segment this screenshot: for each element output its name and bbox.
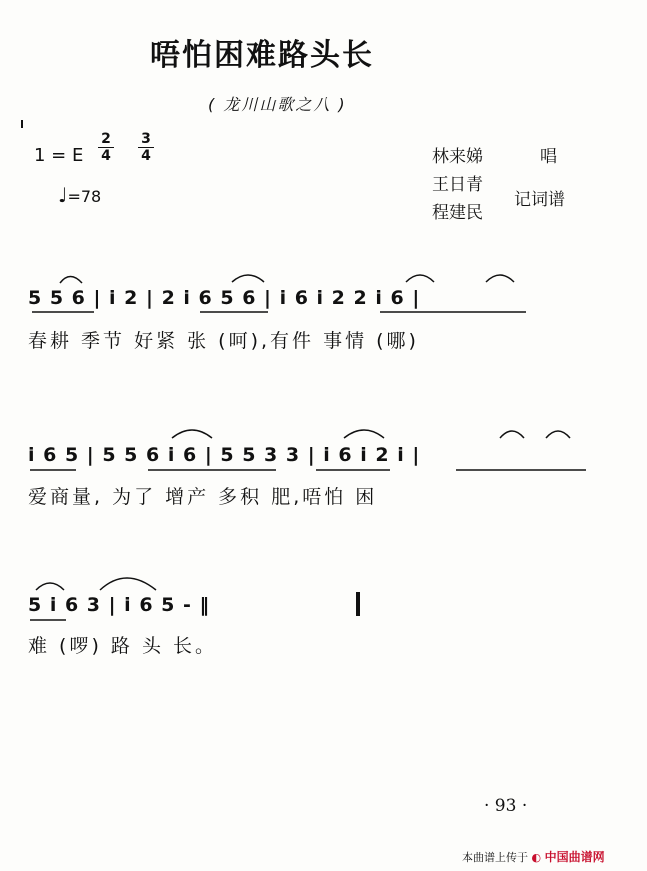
page-number: · 93 ·: [484, 796, 528, 816]
slur: [546, 431, 570, 438]
slur: [60, 277, 82, 284]
score-notes-line-2: i 6 5 | 5 5 6 i 6 | 5 5 3 3 | i 6 i 2 i |: [28, 444, 421, 466]
slur: [344, 430, 384, 438]
slur: [500, 431, 524, 438]
slur: [172, 430, 212, 438]
slur: [36, 583, 64, 590]
score-notes-line-1: 5 5 6 | i 2 | 2 i 6 5 6 | i 6 i 2 2 i 6 |: [28, 287, 421, 309]
slur: [406, 275, 434, 282]
score-lyrics-line-2: 爱商量, 为了 增产 多积 肥,唔怕 困: [28, 486, 378, 508]
upload-credit: [462, 848, 605, 865]
meter-numerator: 2: [101, 131, 111, 147]
page-title: 唔怕困难路头长: [150, 38, 374, 73]
site-logo-icon: ◐: [531, 851, 542, 864]
tempo-marking: [58, 183, 101, 207]
meter-denominator: 4: [141, 148, 151, 164]
meter-denominator: 4: [101, 148, 111, 164]
slur: [100, 578, 156, 590]
recorder-name: 王日青: [432, 175, 483, 195]
singer-role: 唱: [540, 147, 557, 167]
meter-numerator: 3: [141, 131, 151, 147]
tempo-value: =78: [67, 187, 102, 206]
score-lyrics-line-1: 春耕 季节 好紧 张 (呵),有件 事情 (哪): [28, 330, 419, 352]
slur: [232, 275, 264, 282]
score-notes-line-3: 5 i 6 3 | i 6 5 - ‖: [28, 594, 210, 616]
key-signature: 1 = E: [34, 145, 84, 166]
quarter-note-icon: ♩: [58, 183, 68, 207]
meter-3-4: [138, 132, 154, 163]
subtitle: ( 龙川山歌之八 ): [208, 95, 347, 114]
recorder-role: 记词谱: [514, 190, 565, 210]
upload-note: 本曲谱上传于: [462, 851, 528, 864]
slur: [486, 275, 514, 282]
site-name[interactable]: 中国曲谱网: [544, 850, 605, 864]
recorder-name: 程建民: [432, 203, 483, 223]
score-lyrics-line-3: 难 (啰) 路 头 长。: [28, 635, 217, 657]
singer-name: 林来娣: [432, 147, 483, 167]
meter-2-4: [98, 132, 114, 163]
